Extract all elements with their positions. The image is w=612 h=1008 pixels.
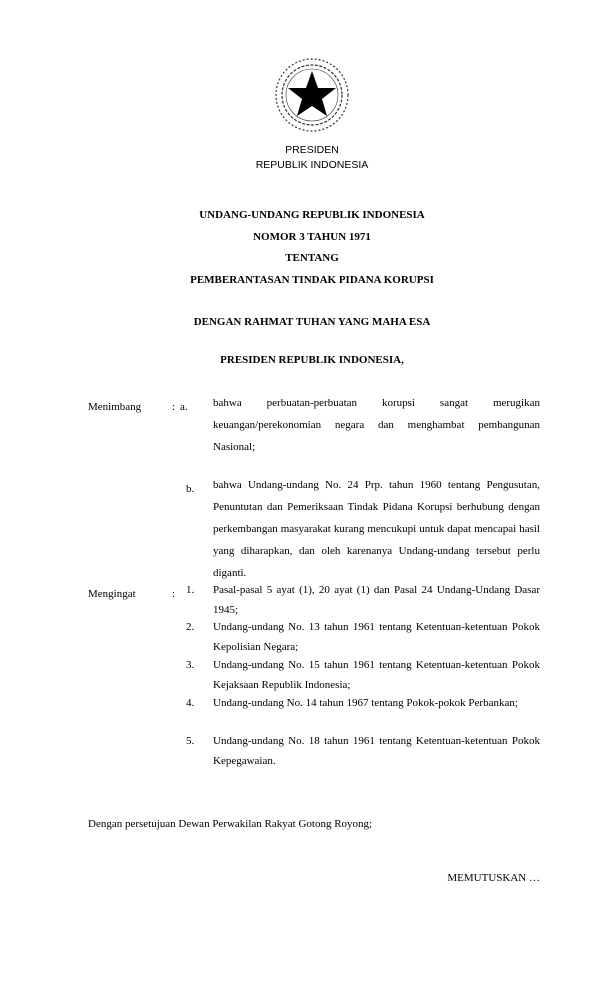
invocation: DENGAN RAHMAT TUHAN YANG MAHA ESA bbox=[193, 316, 431, 328]
mengingat-item-2: Undang-undang No. 13 tahun 1961 tentang Ketentuan-ketentuan Pokok Kepolisian Negara; bbox=[213, 621, 540, 653]
menimbang-label: Menimbang bbox=[88, 401, 142, 413]
item-marker: 1. bbox=[186, 584, 195, 596]
president-heading: PRESIDEN REPUBLIK INDONESIA, bbox=[220, 354, 404, 366]
presidential-seal-icon bbox=[272, 55, 352, 135]
letterhead-line1: PRESIDEN bbox=[285, 144, 339, 156]
title-line4: PEMBERANTASAN TINDAK PIDANA KORUPSI bbox=[190, 274, 434, 286]
mengingat-label: Mengingat bbox=[88, 588, 136, 600]
letterhead-line2: REPUBLIK INDONESIA bbox=[255, 159, 369, 171]
mengingat-item-3: Undang-undang No. 15 tahun 1961 tentang Ketentuan-ketentuan Pokok Kejaksaan Republik Indonesia; bbox=[213, 659, 540, 691]
menimbang-item-a: bahwa perbuatan-perbuatan korupsi sangat merugikan keuangan/perekonomian negara dan menghambat pembangunan Nasional; bbox=[213, 397, 540, 453]
persetujuan-text: Dengan persetujuan Dewan Perwakilan Rakyat Gotong Royong; bbox=[88, 818, 373, 830]
menimbang-item-b: bahwa Undang-undang No. 24 Prp. tahun 1960 tentang Pengusutan, Penuntutan dan Pemeriksaan Tindak Pidana Korupsi berhubung dengan perkembangan masyarakat kurang mencukupi untuk dapat mencapai hasil yang diharapkan, dan oleh karenanya Undang-undang tersebut perlu diganti. bbox=[213, 479, 540, 579]
title-line3: TENTANG bbox=[285, 252, 339, 264]
item-marker: 4. bbox=[186, 697, 195, 709]
item-marker: 2. bbox=[186, 621, 195, 633]
item-marker: b. bbox=[186, 483, 195, 495]
mengingat-item-4: Undang-undang No. 14 tahun 1967 tentang Pokok-pokok Perbankan; bbox=[213, 697, 518, 709]
item-marker: 3. bbox=[186, 659, 195, 671]
title-line2: NOMOR 3 TAHUN 1971 bbox=[253, 231, 371, 243]
mengingat-colon: : bbox=[172, 588, 176, 600]
item-marker: a. bbox=[180, 401, 188, 413]
menimbang-colon: : bbox=[172, 401, 176, 413]
item-marker: 5. bbox=[186, 735, 195, 747]
mengingat-item-1: Pasal-pasal 5 ayat (1), 20 ayat (1) dan Pasal 24 Undang-Undang Dasar 1945; bbox=[213, 584, 540, 616]
title-line1: UNDANG-UNDANG REPUBLIK INDONESIA bbox=[199, 209, 425, 221]
continuation-marker: MEMUTUSKAN … bbox=[447, 872, 540, 884]
mengingat-item-5: Undang-undang No. 18 tahun 1961 tentang Ketentuan-ketentuan Pokok Kepegawaian. bbox=[213, 735, 540, 767]
